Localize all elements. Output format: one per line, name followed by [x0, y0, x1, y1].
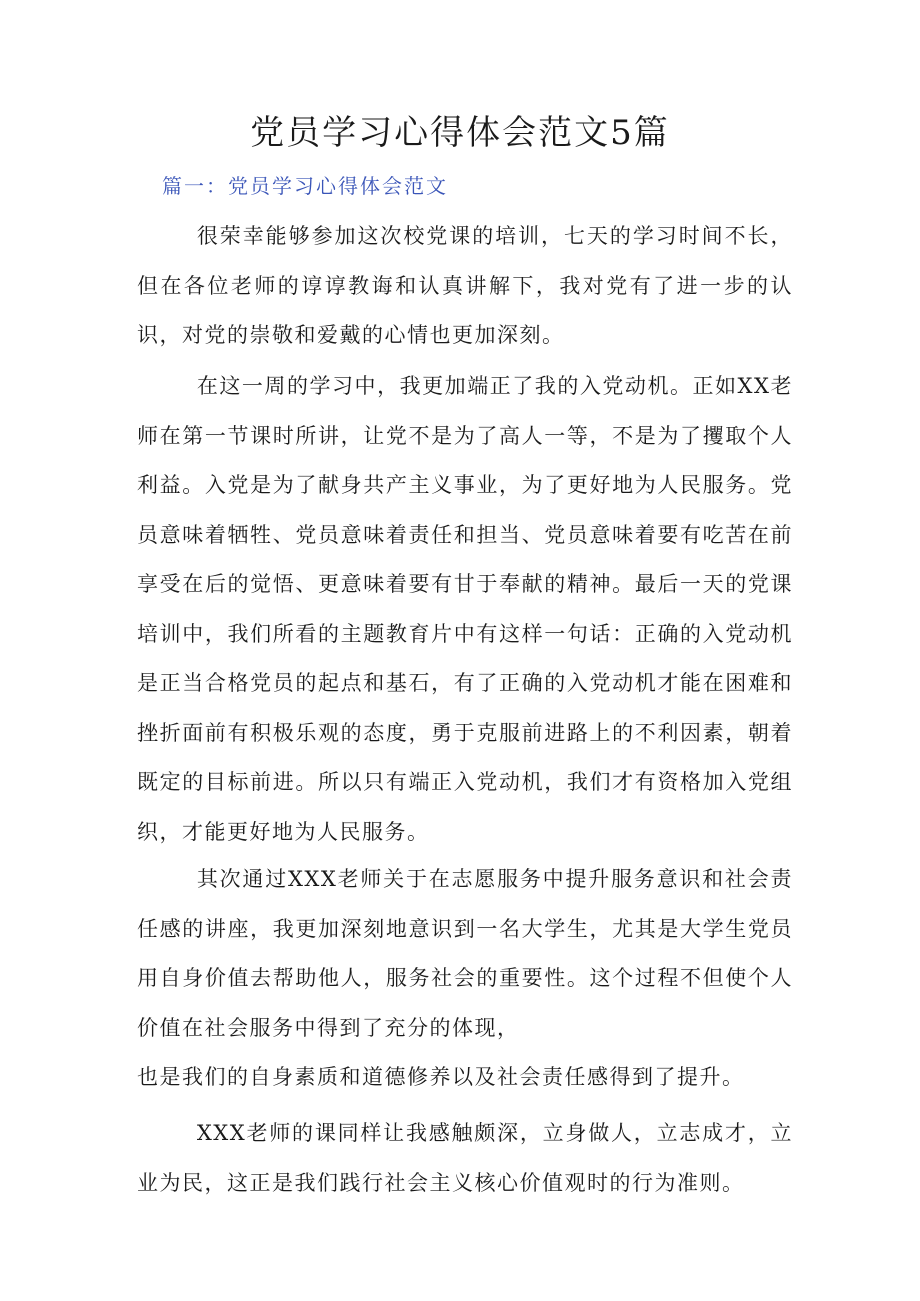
paragraph-3-continuation: 也是我们的自身素质和道德修养以及社会责任感得到了提升。 — [137, 1065, 745, 1089]
paragraph-2: 在这一周的学习中，我更加端正了我的入党动机。正如XX老师在第一节课时所讲，让党不是为了高人一等，不是为了攫取个人利益。入党是为了献身共产主义事业，为了更好地为人民服务。党员意味着牺牲、党员意味着责任和担当、党员意味着要有吃苦在前享受在后的觉悟、更意味着要有甘于奉献的精神。最后一天的党课培训中，我们所看的主题教育片中有这样一句话：正确的入党动机是正当合格党员的起点和基石，有了正确的入党动机才能在困难和挫折面前有积极乐观的态度，勇于克服前进路上的不利因素，朝着既定的目标前进。所以只有端正入党动机，我们才有资格加入党组织，才能更好地为人民服务。 — [137, 374, 793, 844]
document-title: 党员学习心得体会范文5篇 — [250, 113, 670, 153]
paragraph-1: 很荣幸能够参加这次校党课的培训，七天的学习时间不长，但在各位老师的谆谆教诲和认真讲解下，我对党有了进一步的认识，对党的崇敬和爱戴的心情也更加深刻。 — [137, 224, 793, 347]
paragraph-3: 其次通过XXX老师关于在志愿服务中提升服务意识和社会责任感的讲座，我更加深刻地意识到一名大学生，尤其是大学生党员用自身价值去帮助他人，服务社会的重要性。这个过程不但使个人价值在社会服务中得到了充分的体现， — [137, 867, 793, 1040]
section-heading: 篇一：党员学习心得体会范文 — [162, 174, 448, 198]
paragraph-4: XXX老师的课同样让我感触颇深，立身做人，立志成才，立业为民，这正是我们践行社会主义核心价值观时的行为准则。 — [137, 1121, 793, 1195]
